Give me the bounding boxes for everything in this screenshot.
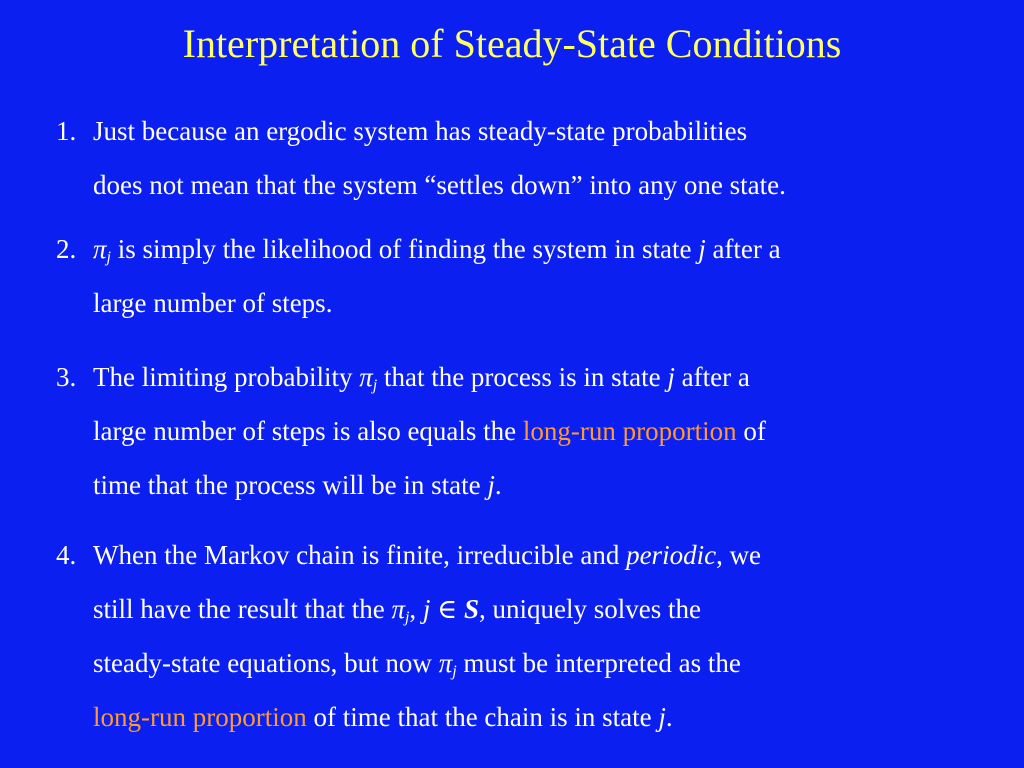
item-line [93,222,983,276]
var-j: j [667,362,675,392]
item-text [93,104,983,212]
var-j: j [698,234,706,264]
item-line [93,404,983,458]
pi-symbol: π [359,362,373,392]
item-number: 3. [56,362,77,392]
text-run: steady-state equations, but now [93,648,439,678]
text-run: after a [705,234,781,264]
highlight-term: long-run proportion [522,416,737,446]
item-number: 2. [56,234,77,264]
highlight-term: long-run proportion [93,702,307,732]
pi-symbol: π [391,594,405,624]
item-line: large number of steps. [93,288,333,318]
subscript-j: j [106,249,111,266]
item-line [93,458,983,512]
pi-symbol: π [438,648,453,678]
item-line [93,528,983,582]
item-line [93,636,983,690]
text-run: , uniquely solves the [478,594,701,624]
set-S: S [463,594,479,624]
text-run: of [736,416,766,446]
text-run: after a [674,362,750,392]
item-line [93,690,983,744]
slide-title: Interpretation of Steady-State Conditions [182,21,842,66]
subscript-j: j [404,609,410,626]
item-line: does not mean that the system “settles down” into any one state. [93,170,786,200]
text-run: large number of steps is also equals the [93,416,523,446]
item-line [93,350,983,404]
text-run: . [665,702,673,732]
text-run: is simply the likelihood of finding the system in state [110,234,699,264]
text-run: of time that the chain is in state [306,702,659,732]
item-number: 4. [56,540,77,570]
subscript-j: j [372,377,378,394]
text-run: time that the process will be in state [93,470,488,500]
var-j: j [422,594,431,624]
var-j: j [487,470,495,500]
pi-symbol: π [93,234,107,264]
text-run: . [494,470,502,500]
element-of-symbol: ∈ [430,594,464,624]
item-text [93,350,983,512]
item-text [93,222,983,330]
item-text [93,528,983,744]
subscript-j: j [452,663,457,680]
text-run: , we [716,540,762,570]
text-run: still have the result that the [93,594,392,624]
text-run: When the Markov chain is finite, irreducible and [93,540,627,570]
var-j: j [658,702,666,732]
item-line: Just because an ergodic system has steady-state probabilities [93,116,748,146]
text-run: , [409,594,423,624]
item-line [93,582,983,636]
item-number: 1. [56,116,77,146]
text-run: that the process is in state [377,362,668,392]
periodic-term: periodic [626,540,717,570]
text-run: must be interpreted as the [456,648,741,678]
text-run: The limiting probability [93,362,360,392]
